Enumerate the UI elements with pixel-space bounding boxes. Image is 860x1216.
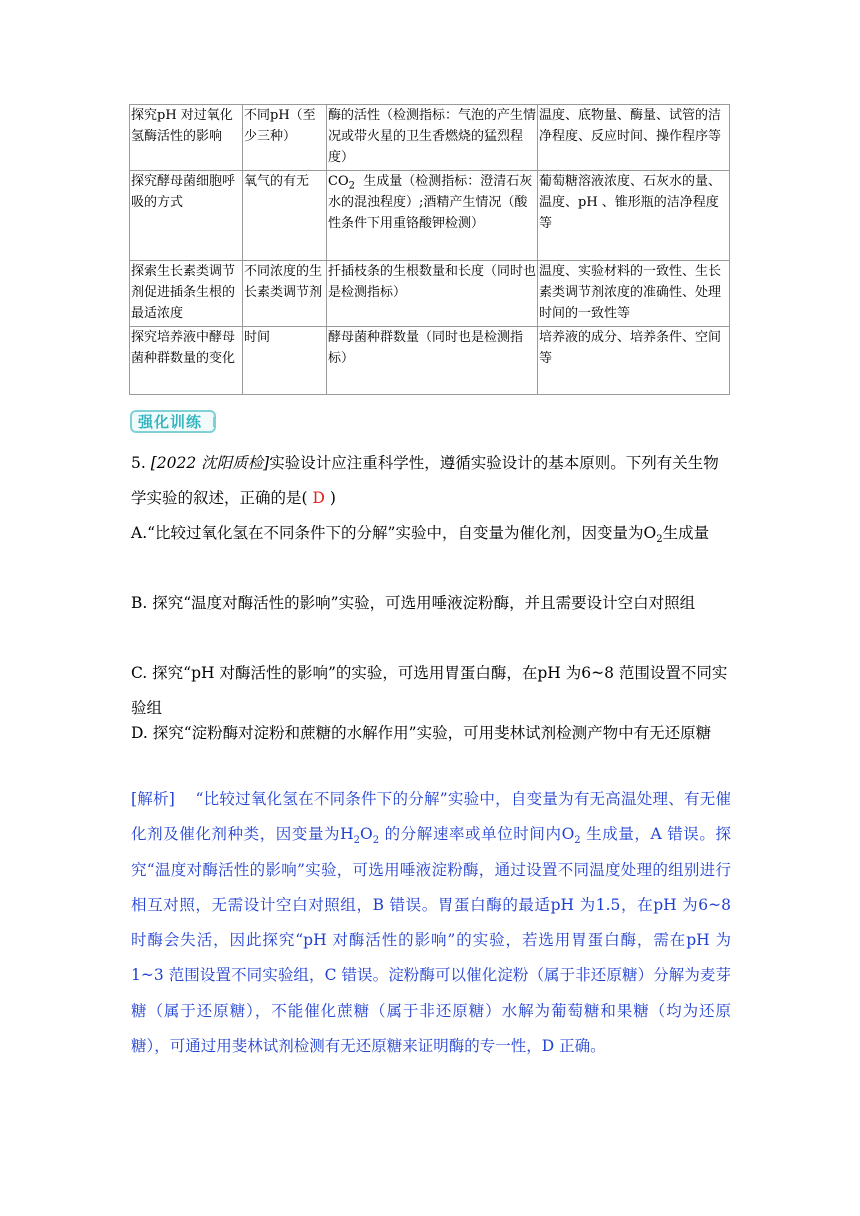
table-cell: 探究酵母菌细胞呼吸的方式 (130, 171, 243, 261)
table-cell: 氧气的有无 (243, 171, 327, 261)
option-b: B. 探究“温度对酶活性的影响”实验，可选用唾液淀粉酶，并且需要设计空白对照组 (131, 594, 696, 612)
table-cell: 探究pH 对过氧化氢酶活性的影响 (130, 105, 243, 171)
question-stem (131, 446, 731, 516)
option-c: C. 探究“pH 对酶活性的影响”的实验，可选用胃蛋白酶，在pH 为6~8 范围设置不同实验组 (131, 664, 728, 717)
table-row (130, 171, 730, 261)
table-row (130, 261, 730, 327)
table-cell: 酶的活性（检测指标：气泡的产生情况或带火星的卫生香燃烧的猛烈程度） (327, 105, 538, 171)
table-cell: 葡萄糖溶液浓度、石灰水的量、温度、pH 、锥形瓶的洁净程度等 (538, 171, 730, 261)
table-cell: 温度、底物量、酶量、试管的洁净程度、反应时间、操作程序等 (538, 105, 730, 171)
section-badge-label: 强化训练 (138, 413, 203, 431)
table-cell: 不同pH（至少三种） (243, 105, 327, 171)
option-a: A.“比较过氧化氢在不同条件下的分解”实验中，自变量为催化剂，因变量为$O_2$生成量 (131, 524, 710, 546)
table-cell: $CO_2$ 生成量（检测指标：澄清石灰水的混浊程度）;酒精产生情况（酸性条件下用重铬酸钾检测） (327, 171, 538, 261)
question-text: 实验设计应注重科学性，遵循实验设计的基本原则。下列有关生物学实验的叙述，正确的是( (131, 454, 719, 507)
section-badge (130, 410, 216, 433)
table-cell: 不同浓度的生长素类调节剂 (243, 261, 327, 327)
question-source: [2022 沈阳质检] (150, 454, 270, 472)
table-cell: 时间 (243, 327, 327, 395)
analysis-paragraph: [解析] “比较过氧化氢在不同条件下的分解”实验中，自变量为有无高温处理、有无催化剂及催化剂种类，因变量为$H_2O_2$ 的分解速率或单位时间内$O_2$ 生成量，A 错误。探究“温度对酶活性的影响”实验，可选用唾液淀粉酶，通过设置不同温度处理的组别进行相互对照，无需设计空白对照组，B 错误。胃蛋白酶的最适pH 为1.5，在pH 为6~8 时酶会失活，因此探究“pH 对酶活性的影响”的实验，若选用胃蛋白酶，需在pH 为1~3 范围设置不同实验组，C 错误。淀粉酶可以催化淀粉（属于非还原糖）分解为麦芽糖（属于还原糖），不能催化蔗糖（属于非还原糖）水解为葡萄糖和果糖（均为还原糖），可通过用斐林试剂检测有无还原糖来证明酶的专一性，D 正确。 (131, 790, 731, 1056)
analysis-tag: [解析] (131, 790, 175, 808)
table-cell: 探究培养液中酵母菌种群数量的变化 (130, 327, 243, 395)
co2-formula: $CO_2$ (328, 174, 355, 192)
answer-letter: D (312, 489, 325, 507)
table-cell: 酵母菌种群数量（同时也是检测指标） (327, 327, 538, 395)
table-cell: 探索生长素类调节剂促进插条生根的最适浓度 (130, 261, 243, 327)
experiment-table (129, 104, 730, 395)
table-cell: 扦插枝条的生根数量和长度（同时也是检测指标） (327, 261, 538, 327)
table-row (130, 327, 730, 395)
option-d: D. 探究“淀粉酶对淀粉和蔗糖的水解作用”实验，可用斐林试剂检测产物中有无还原糖 (131, 724, 712, 742)
question-number: 5. (131, 454, 146, 472)
badge-decoration (213, 417, 221, 427)
table-cell: 温度、实验材料的一致性、生长素类调节剂浓度的准确性、处理时间的一致性等 (538, 261, 730, 327)
table-row (130, 105, 730, 171)
table-cell: 培养液的成分、培养条件、空间等 (538, 327, 730, 395)
question-stem-end: ) (329, 489, 336, 507)
